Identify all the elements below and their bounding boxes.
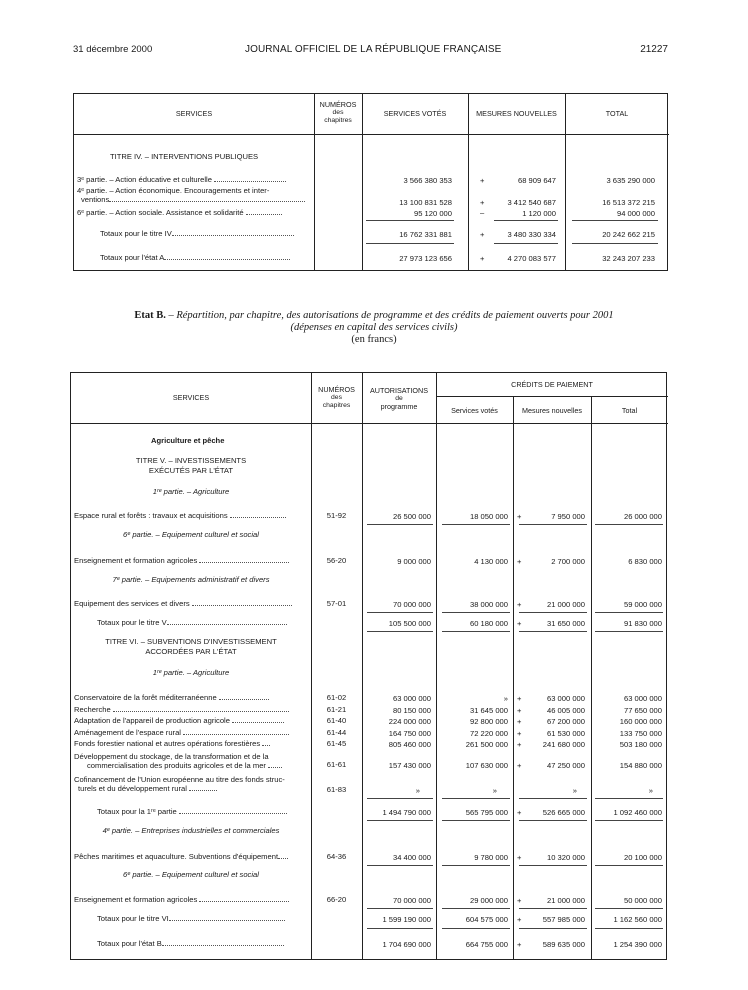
- table-row-chapter: 61-44: [326, 727, 347, 737]
- table-row-chapter: 61-61: [326, 760, 347, 769]
- table-row-mesures: »: [572, 786, 577, 795]
- table-etat-a: [73, 93, 668, 271]
- table-row-chapter: 61-02: [326, 693, 347, 702]
- table-row-ap: 9 000 000: [397, 557, 431, 566]
- table-row-votes: 95 120 000: [413, 209, 452, 218]
- totals-titre-v-votes: 60 180 000: [469, 619, 508, 628]
- totals-titre-v-mesures: 31 650 000: [546, 619, 585, 628]
- totals-etat-a-mesures: 4 270 083 577: [507, 254, 556, 263]
- table-row-label: Fonds forestier national et autres opérations forestières: [74, 739, 270, 748]
- table-row-mesures: 2 700 000: [551, 557, 585, 566]
- totals-etat-b-total: 1 254 390 000: [613, 940, 662, 949]
- titre-v-heading: TITRE V. – INVESTISSEMENTS EXÉCUTÉS PAR L'ÉTAT: [135, 456, 247, 475]
- table-row-sign: +: [517, 728, 522, 738]
- table-row-total: 94 000 000: [616, 209, 655, 218]
- table-row-label: 6ᵉ partie. – Action sociale. Assistance et solidarité: [77, 208, 282, 217]
- totals-partie-1-mesures: 526 665 000: [542, 808, 585, 817]
- col-header-services: SERVICES: [175, 109, 213, 118]
- table-row-votes: »: [503, 694, 508, 703]
- table-row-total: 26 000 000: [623, 512, 662, 521]
- table-row-sign: +: [517, 694, 522, 703]
- table-row-label: 3ᵉ partie. – Action éducative et culturelle: [77, 175, 286, 184]
- table-row-label: Equipement des services et divers: [74, 599, 292, 608]
- table-row-mesures: 3 412 540 687: [507, 198, 556, 207]
- totals-etat-b-label: Totaux pour l'état B: [97, 939, 284, 948]
- table-row-votes: 18 050 000: [469, 512, 508, 521]
- totals-partie-1-votes: 565 795 000: [465, 808, 508, 817]
- totals-partie-1-total: 1 092 460 000: [613, 808, 662, 817]
- partie-heading: 7ᵉ partie. – Equipements administratif et divers: [112, 575, 270, 584]
- table-row-mesures: 68 909 647: [517, 176, 556, 185]
- table-row-label: Espace rural et forêts : travaux et acquisitions: [74, 511, 286, 520]
- col-header-services-votes: Services votés: [451, 406, 498, 415]
- table-row-sign: +: [517, 896, 522, 905]
- table-row-total: »: [648, 786, 653, 795]
- totals-partie-1-ap: 1 494 790 000: [382, 808, 431, 817]
- totals-titre-vi-mesures: 557 985 000: [542, 915, 585, 924]
- table-row-label-cont: ventions: [81, 195, 305, 204]
- totals-titre-v-sign: +: [517, 619, 522, 628]
- table-row-ap: 164 750 000: [388, 728, 431, 738]
- caption-line2: (dépenses en capital des services civils): [290, 322, 458, 333]
- table-row-sign: +: [517, 717, 522, 726]
- table-row-mesures: 1 120 000: [522, 209, 556, 218]
- table-row-votes: 72 220 000: [469, 728, 508, 738]
- table-row-sign: –: [480, 208, 485, 217]
- page-number: 21227: [640, 44, 668, 55]
- table-row-votes: 38 000 000: [469, 600, 508, 609]
- table-row-mesures: 241 680 000: [542, 740, 585, 749]
- totals-etat-a-sign: +: [480, 254, 485, 263]
- caption-line1: Répartition, par chapitre, des autorisations de programme et des crédits de paiement ouverts pour 2001: [176, 310, 614, 321]
- totals-partie-1-label: Totaux pour la 1ʳᵉ partie: [97, 807, 287, 816]
- table-row-chapter: 64-36: [326, 852, 347, 861]
- table-row-sign: +: [517, 705, 522, 715]
- table-row-ap: 70 000 000: [392, 600, 431, 609]
- col-header-mesures-nouvelles: Mesures nouvelles: [522, 406, 582, 415]
- table-row-label: Développement du stockage, de la transformation et de la: [74, 752, 269, 761]
- table-row-total: 50 000 000: [623, 896, 662, 905]
- table-row-mesures: 10 320 000: [546, 853, 585, 862]
- totals-etat-b-sign: +: [517, 940, 522, 949]
- table-etat-b: [70, 372, 667, 960]
- totals-titre-vi-votes: 604 575 000: [465, 915, 508, 924]
- titre-vi-heading: TITRE VI. – SUBVENTIONS D'INVESTISSEMENT ACCORDÉES PAR L'ÉTAT: [105, 637, 277, 656]
- table-row-votes: 3 566 380 353: [403, 176, 452, 185]
- table-row-mesures: 21 000 000: [546, 896, 585, 905]
- table-row-sign: +: [480, 198, 485, 207]
- partie-heading: 4ᵉ partie. – Entreprises industrielles et commerciales: [102, 826, 280, 835]
- table-row-chapter: 61-21: [326, 704, 347, 714]
- table-row-votes: 107 630 000: [465, 761, 508, 770]
- totals-etat-a-label: Totaux pour l'état A: [100, 253, 290, 262]
- table-row-total: 154 880 000: [619, 761, 662, 770]
- totals-titre-vi-total: 1 162 560 000: [613, 915, 662, 924]
- table-row-total: 3 635 290 000: [606, 176, 655, 185]
- totals-titre-v-ap: 105 500 000: [388, 619, 431, 628]
- table-row-label-cont: turels et du développement rural: [78, 784, 217, 793]
- table-row-ap: 70 000 000: [392, 896, 431, 905]
- table-row-total: 59 000 000: [623, 600, 662, 609]
- col-header-total: TOTAL: [605, 109, 629, 118]
- table-row-sign: +: [517, 740, 522, 749]
- table-row-label: 4ᵉ partie. – Action économique. Encouragements et inter-: [77, 186, 270, 195]
- table-row-label: Enseignement et formation agricoles: [74, 895, 289, 904]
- col-header-autorisations: AUTORISATIONS de programme: [369, 386, 429, 412]
- table-row-chapter: 61-45: [326, 739, 347, 748]
- col-header-credits: CRÉDITS DE PAIEMENT: [511, 380, 593, 389]
- table-row-votes: 92 800 000: [469, 717, 508, 726]
- table-row-label: Enseignement et formation agricoles: [74, 556, 289, 565]
- table-row-votes: 9 780 000: [474, 853, 508, 862]
- totals-titre-iv-votes: 16 762 331 881: [399, 230, 452, 239]
- table-row-total: 133 750 000: [619, 728, 662, 738]
- table-row-ap: 805 460 000: [388, 740, 431, 749]
- table-row-chapter: 57-01: [326, 599, 347, 608]
- header-date: 31 décembre 2000: [73, 44, 153, 55]
- caption-line3: (en francs): [351, 334, 397, 345]
- table-row-sign: +: [480, 176, 485, 185]
- table-row-mesures: 21 000 000: [546, 600, 585, 609]
- totals-etat-b-mesures: 589 635 000: [542, 940, 585, 949]
- table-row-ap: 34 400 000: [392, 853, 431, 862]
- table-row-mesures: 47 250 000: [546, 761, 585, 770]
- table-row-ap: »: [415, 786, 420, 795]
- col-header-numeros: NUMÉROS des chapitres: [318, 385, 355, 410]
- table-row-mesures: 46 005 000: [546, 705, 585, 715]
- table-row-label: Aménagement de l'espace rural: [74, 728, 289, 737]
- col-header-services: SERVICES: [172, 393, 210, 402]
- totals-partie-1-sign: +: [517, 808, 522, 817]
- table-row-ap: 63 000 000: [392, 694, 431, 703]
- totals-etat-b-votes: 664 755 000: [465, 940, 508, 949]
- table-row-sign: +: [517, 600, 522, 609]
- table-row-votes: 31 645 000: [469, 705, 508, 715]
- totals-titre-v-label: Totaux pour le titre V: [97, 618, 287, 627]
- table-row-ap: 80 150 000: [392, 705, 431, 715]
- partie-heading: 1ʳᵉ partie. – Agriculture: [152, 668, 230, 677]
- totals-titre-iv-total: 20 242 662 215: [602, 230, 655, 239]
- table-row-votes: 4 130 000: [474, 557, 508, 566]
- page-header: [73, 44, 668, 58]
- journal-title: JOURNAL OFFICIEL DE LA RÉPUBLIQUE FRANÇAISE: [245, 44, 502, 55]
- caption-lead: Etat B.: [134, 310, 166, 321]
- table-row-total: 6 830 000: [628, 557, 662, 566]
- table-row-chapter: 66-20: [326, 895, 347, 904]
- table-row-total: 77 650 000: [623, 705, 662, 715]
- table-row-sign: +: [517, 853, 522, 862]
- table-row-sign: +: [517, 557, 522, 566]
- table-row-label: Conservatoire de la forêt méditerranéenne: [74, 693, 269, 702]
- table-row-label: Recherche: [74, 705, 289, 714]
- table-row-label-cont: commercialisation des produits agricoles et de la mer: [87, 761, 282, 770]
- totals-titre-iv-sign: +: [480, 230, 485, 239]
- section-title: TITRE IV. – INTERVENTIONS PUBLIQUES: [110, 152, 259, 161]
- totals-titre-vi-label: Totaux pour le titre VI: [97, 914, 285, 923]
- table-row-ap: 157 430 000: [388, 761, 431, 770]
- partie-heading: 6ᵉ partie. – Equipement culturel et social: [123, 530, 259, 539]
- table-row-chapter: 61-40: [326, 716, 347, 725]
- totals-titre-iv-label: Totaux pour le titre IV: [100, 229, 294, 238]
- table-row-mesures: 67 200 000: [546, 717, 585, 726]
- table-row-label: Adaptation de l'appareil de production agricole: [74, 716, 284, 725]
- table-row-total: 20 100 000: [623, 853, 662, 862]
- etat-b-caption: Etat B. – Répartition, par chapitre, des autorisations de programme et des crédits de paiement ouverts pour 2001: [134, 310, 614, 321]
- partie-heading: 6ᵉ partie. – Equipement culturel et social: [123, 870, 259, 879]
- partie-heading: 1ʳᵉ partie. – Agriculture: [152, 487, 230, 496]
- table-row-sign: +: [517, 761, 522, 770]
- table-row-mesures: 7 950 000: [551, 512, 585, 521]
- table-row-mesures: 61 530 000: [546, 728, 585, 738]
- table-row-total: 16 513 372 215: [602, 198, 655, 207]
- table-row-label: Pêches maritimes et aquaculture. Subventions d'équipement: [74, 852, 288, 861]
- table-row-chapter: 61-83: [326, 785, 347, 794]
- table-row-total: 503 180 000: [619, 740, 662, 749]
- table-row-label: Cofinancement de l'Union européenne au titre des fonds struc-: [74, 775, 285, 784]
- ministry-title: Agriculture et pêche: [151, 436, 225, 445]
- totals-titre-iv-mesures: 3 480 330 334: [507, 230, 556, 239]
- table-row-votes: 261 500 000: [465, 740, 508, 749]
- table-row-votes: 29 000 000: [469, 896, 508, 905]
- col-header-total: Total: [621, 406, 638, 415]
- table-row-sign: +: [517, 512, 522, 521]
- table-row-ap: 26 500 000: [392, 512, 431, 521]
- totals-titre-vi-ap: 1 599 190 000: [382, 915, 431, 924]
- table-row-ap: 224 000 000: [388, 717, 431, 726]
- col-header-mesures-nouvelles: MESURES NOUVELLES: [476, 109, 557, 118]
- table-row-votes: »: [492, 786, 497, 795]
- table-row-mesures: 63 000 000: [546, 694, 585, 703]
- col-header-numeros: NUMÉROS des chapitres: [319, 100, 357, 125]
- table-row-chapter: 51-92: [326, 511, 347, 520]
- totals-titre-vi-sign: +: [517, 915, 522, 924]
- totals-etat-a-votes: 27 973 123 656: [399, 254, 452, 263]
- totals-etat-a-total: 32 243 207 233: [602, 254, 655, 263]
- totals-etat-b-ap: 1 704 690 000: [382, 940, 431, 949]
- table-row-total: 160 000 000: [619, 717, 662, 726]
- table-row-votes: 13 100 831 528: [399, 198, 452, 207]
- table-row-total: 63 000 000: [623, 694, 662, 703]
- table-row-chapter: 56-20: [326, 556, 347, 565]
- totals-titre-v-total: 91 830 000: [623, 619, 662, 628]
- col-header-services-votes: SERVICES VOTÉS: [383, 109, 447, 118]
